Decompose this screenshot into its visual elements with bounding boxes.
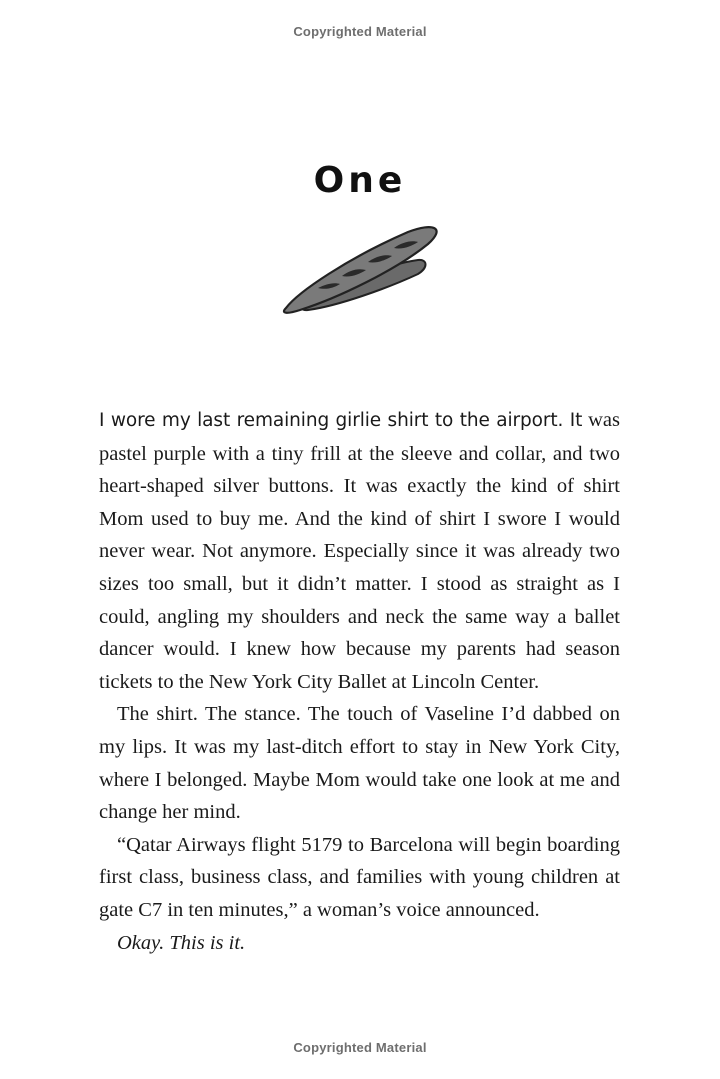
lead-in-text: I wore my last remaining girlie shirt to the airport. It	[99, 410, 583, 431]
paragraph-2: The shirt. The stance. The touch of Vaseline I’d dabbed on my lips. It was my last-ditch effort to stay in New York City, where I belonged. Maybe Mom would take one look at me and change her mind.	[99, 703, 620, 824]
chapter-title: One	[313, 160, 407, 201]
baguette-icon	[278, 222, 442, 318]
copyright-footer: Copyrighted Material	[293, 1040, 427, 1055]
paragraph-4: Okay. This is it.	[117, 931, 246, 954]
paragraph-3: “Qatar Airways flight 5179 to Barcelona will begin boarding first class, business class, and families with young children at gate C7 in ten minutes,” a woman’s voice announced.	[99, 833, 620, 921]
copyright-header: Copyrighted Material	[293, 24, 427, 39]
paragraph-text: was pastel purple with a tiny frill at the sleeve and collar, and two heart-shaped silver buttons. It was exactly the kind of shirt Mom used to buy me. And the kind of shirt I swore I would never wear. Not anymore. Especially since it was already two sizes too small, but it didn’t matter. I stood as straight as I could, angling my shoulders and neck the same way a ballet dancer would. I knew how because my parents had season tickets to the New York City Ballet at Lincoln Center.	[99, 409, 620, 693]
paragraph-1	[99, 404, 620, 698]
chapter-body	[99, 404, 620, 959]
